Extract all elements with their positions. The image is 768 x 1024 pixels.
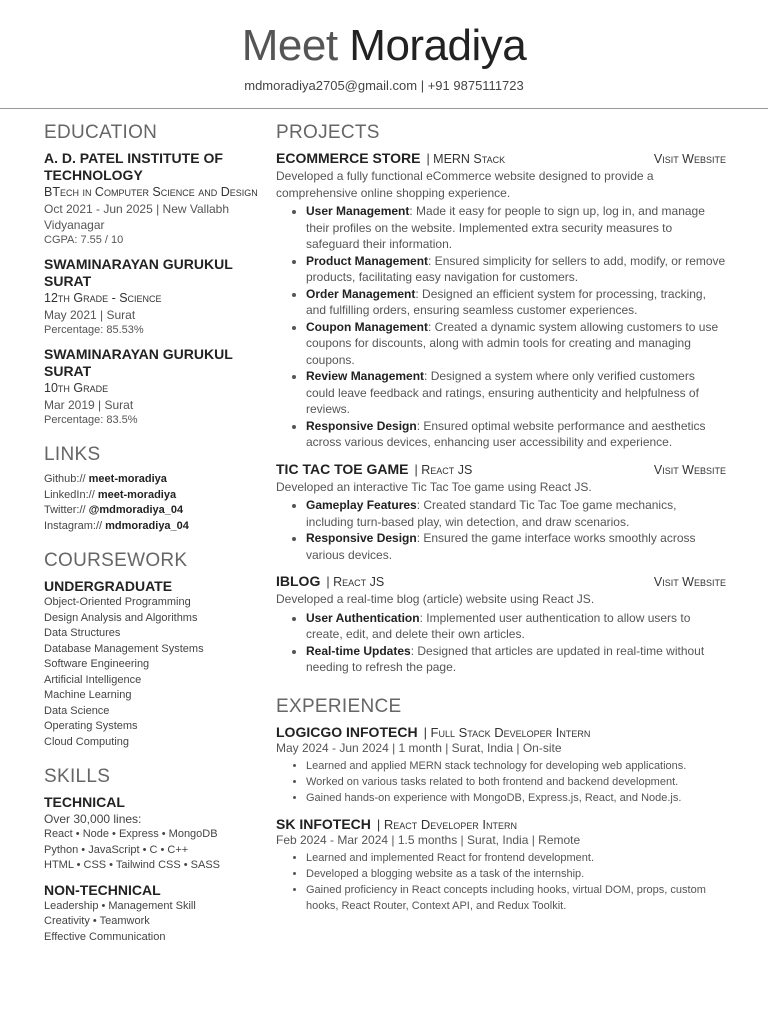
institution-name: SWAMINARAYAN GURUKUL SURAT — [44, 346, 233, 379]
education-score: Percentage: 83.5% — [44, 414, 138, 426]
link-label: Twitter:// — [44, 504, 86, 516]
coursework-list — [44, 595, 264, 750]
degree: 12th Grade - Science — [44, 291, 162, 305]
list-item: • Learned and implemented React for frontend development. — [306, 850, 726, 866]
link-twitter[interactable] — [44, 503, 264, 519]
project-entry — [276, 461, 726, 564]
education-score: Percentage: 85.53% — [44, 324, 144, 336]
link-value[interactable]: @mdmoradiya_04 — [88, 504, 184, 516]
link-value[interactable]: meet-moradiya — [97, 488, 177, 501]
project-bullets — [276, 203, 726, 451]
list-item: Object-Oriented Programming — [44, 596, 191, 608]
skills-title: SKILLS — [44, 766, 111, 787]
experience-meta: Feb 2024 - Mar 2024 | 1.5 months | Surat, India | Remote — [276, 832, 581, 847]
list-item: • Review Management: Designed a system where only verified customers could leave feedback and ratings, ensuring authenticity and helpfulness of reviews. — [306, 368, 726, 418]
visit-website-link[interactable]: Visit Website — [653, 575, 726, 589]
links-title: LINKS — [44, 444, 101, 465]
link-label: Instagram:// — [44, 519, 103, 532]
education-entry — [44, 256, 264, 338]
project-tech: | React JS — [326, 575, 385, 589]
project-name: ECOMMERCE STORE — [276, 150, 421, 166]
first-name: Meet — [241, 21, 338, 70]
skill-line: Leadership • Management Skill — [44, 899, 196, 912]
link-label: LinkedIn:// — [44, 488, 95, 501]
project-description: Developed a real-time blog (article) website using React JS. — [276, 592, 595, 606]
list-item: Data Science — [44, 704, 110, 717]
project-tech: | MERN Stack — [426, 152, 506, 166]
skill-line: HTML • CSS • Tailwind CSS • SASS — [44, 859, 220, 871]
project-tech: | React JS — [414, 462, 473, 477]
list-item: Data Structures — [44, 627, 121, 639]
list-item: • Gained hands-on experience with MongoDB, Express.js, React, and Node.js. — [306, 790, 726, 806]
project-name: TIC TAC TOE GAME — [276, 460, 409, 477]
header-divider — [0, 108, 768, 109]
link-value[interactable]: meet-moradiya — [88, 473, 167, 485]
link-label: Github:// — [44, 473, 86, 485]
nontech-skills-title: NON-TECHNICAL — [44, 881, 161, 898]
list-item: • Gained proficiency in React concepts including hooks, virtual DOM, props, custom hooks, React Router, Context API, and Redux Toolkit. — [306, 882, 726, 914]
project-bullets — [276, 497, 726, 563]
experience-entry — [276, 816, 726, 914]
link-github[interactable] — [44, 472, 264, 488]
contact-info: mdmoradiya2705@gmail.com | +91 9875111723 — [244, 78, 524, 93]
experience-meta: May 2024 - Jun 2024 | 1 month | Surat, India | On-site — [276, 740, 562, 755]
right-column — [276, 122, 726, 924]
institution-name: SWAMINARAYAN GURUKUL SURAT — [44, 256, 233, 289]
list-item: Machine Learning — [44, 689, 132, 701]
experience-bullets — [276, 850, 726, 914]
experience-title: EXPERIENCE — [276, 695, 402, 717]
visit-website-link[interactable]: Visit Website — [653, 152, 726, 166]
list-item: • Order Management: Designed an efficient system for processing, tracking, and fulfilling orders, ensuring seamless customer experiences. — [306, 286, 726, 319]
education-dates: Mar 2019 | Surat — [44, 398, 134, 412]
coursework-subtitle: UNDERGRADUATE — [44, 578, 173, 594]
left-column — [44, 122, 264, 945]
list-item: • User Authentication: Implemented user authentication to allow users to create, edit, and delete their own articles. — [306, 610, 726, 643]
job-role: | Full Stack Developer Intern — [423, 724, 591, 740]
list-item: Cloud Computing — [44, 735, 129, 748]
resume-header — [0, 0, 768, 93]
skill-line: Creativity • Teamwork — [44, 915, 150, 927]
link-instagram[interactable] — [44, 519, 264, 535]
skill-line: React • Node • Express • MongoDB — [44, 828, 218, 840]
link-linkedin[interactable] — [44, 488, 264, 504]
list-item: • User Management: Made it easy for people to sign up, log in, and manage their profiles on the website. Implemented extra security measures to safeguard their information. — [306, 203, 726, 253]
skill-line: Effective Communication — [44, 930, 166, 943]
education-entry — [44, 150, 264, 248]
education-score: CGPA: 7.55 / 10 — [44, 234, 124, 246]
company-name: LOGICGO INFOTECH — [276, 723, 418, 740]
list-item: Software Engineering — [44, 658, 150, 670]
project-entry — [276, 150, 726, 451]
job-role: | React Developer Intern — [376, 816, 518, 832]
last-name: Moradiya — [349, 21, 527, 70]
list-item: • Responsive Design: Ensured the game interface works smoothly across various devices. — [306, 530, 726, 563]
list-item: • Responsive Design: Ensured optimal website performance and aesthetics across various devices, enhancing user accessibility and experience. — [306, 418, 726, 451]
technical-skills-title: TECHNICAL — [44, 794, 125, 810]
degree: BTech in Computer Science and Design — [44, 185, 258, 199]
technical-skills-intro: Over 30,000 lines: — [44, 812, 142, 826]
list-item: Design Analysis and Algorithms — [44, 611, 198, 624]
institution-name: A. D. PATEL INSTITUTE OF TECHNOLOGY — [44, 150, 223, 183]
list-item: • Product Management: Ensured simplicity for sellers to add, modify, or remove products, facilitating easy navigation for customers. — [306, 253, 726, 286]
experience-entry — [276, 724, 726, 806]
project-bullets — [276, 610, 726, 676]
skill-line: Python • JavaScript • C • C++ — [44, 843, 189, 856]
project-description: Developed an interactive Tic Tac Toe game using React JS. — [276, 479, 592, 494]
company-name: SK INFOTECH — [276, 815, 371, 832]
list-item: • Gameplay Features: Created standard Tic Tac Toe game mechanics, including turn-based play, win detection, and draw scenarios. — [306, 497, 726, 530]
visit-website-link[interactable]: Visit Website — [653, 462, 726, 477]
coursework-title: COURSEWORK — [44, 550, 188, 571]
list-item: • Worked on various tasks related to both frontend and backend development. — [306, 774, 726, 790]
link-value[interactable]: mdmoradiya_04 — [105, 519, 189, 532]
list-item: • Developed a blogging website as a task of the internship. — [306, 866, 726, 882]
projects-title: PROJECTS — [276, 122, 380, 143]
experience-bullets — [276, 758, 726, 806]
project-name: IBLOG — [276, 573, 321, 589]
list-item: • Real-time Updates: Designed that articles are updated in real-time without needing to refresh the page. — [306, 643, 726, 676]
project-description: Developed a fully functional eCommerce website designed to provide a comprehensive online shopping experience. — [276, 169, 654, 200]
project-entry — [276, 573, 726, 676]
candidate-name — [0, 22, 768, 70]
education-entry — [44, 346, 264, 428]
list-item: • Coupon Management: Created a dynamic system allowing customers to use coupons for discounts, along with admin tools for creating and managing coupons. — [306, 319, 726, 369]
list-item: Artificial Intelligence — [44, 673, 142, 686]
education-dates: Oct 2021 - Jun 2025 | New Vallabh Vidyanagar — [44, 202, 230, 232]
degree: 10th Grade — [44, 381, 109, 395]
links-list — [44, 472, 264, 534]
list-item: Operating Systems — [44, 720, 138, 732]
list-item: • Learned and applied MERN stack technology for developing web applications. — [306, 758, 726, 774]
education-dates: May 2021 | Surat — [44, 308, 136, 322]
education-title: EDUCATION — [44, 122, 158, 143]
list-item: Database Management Systems — [44, 642, 204, 655]
